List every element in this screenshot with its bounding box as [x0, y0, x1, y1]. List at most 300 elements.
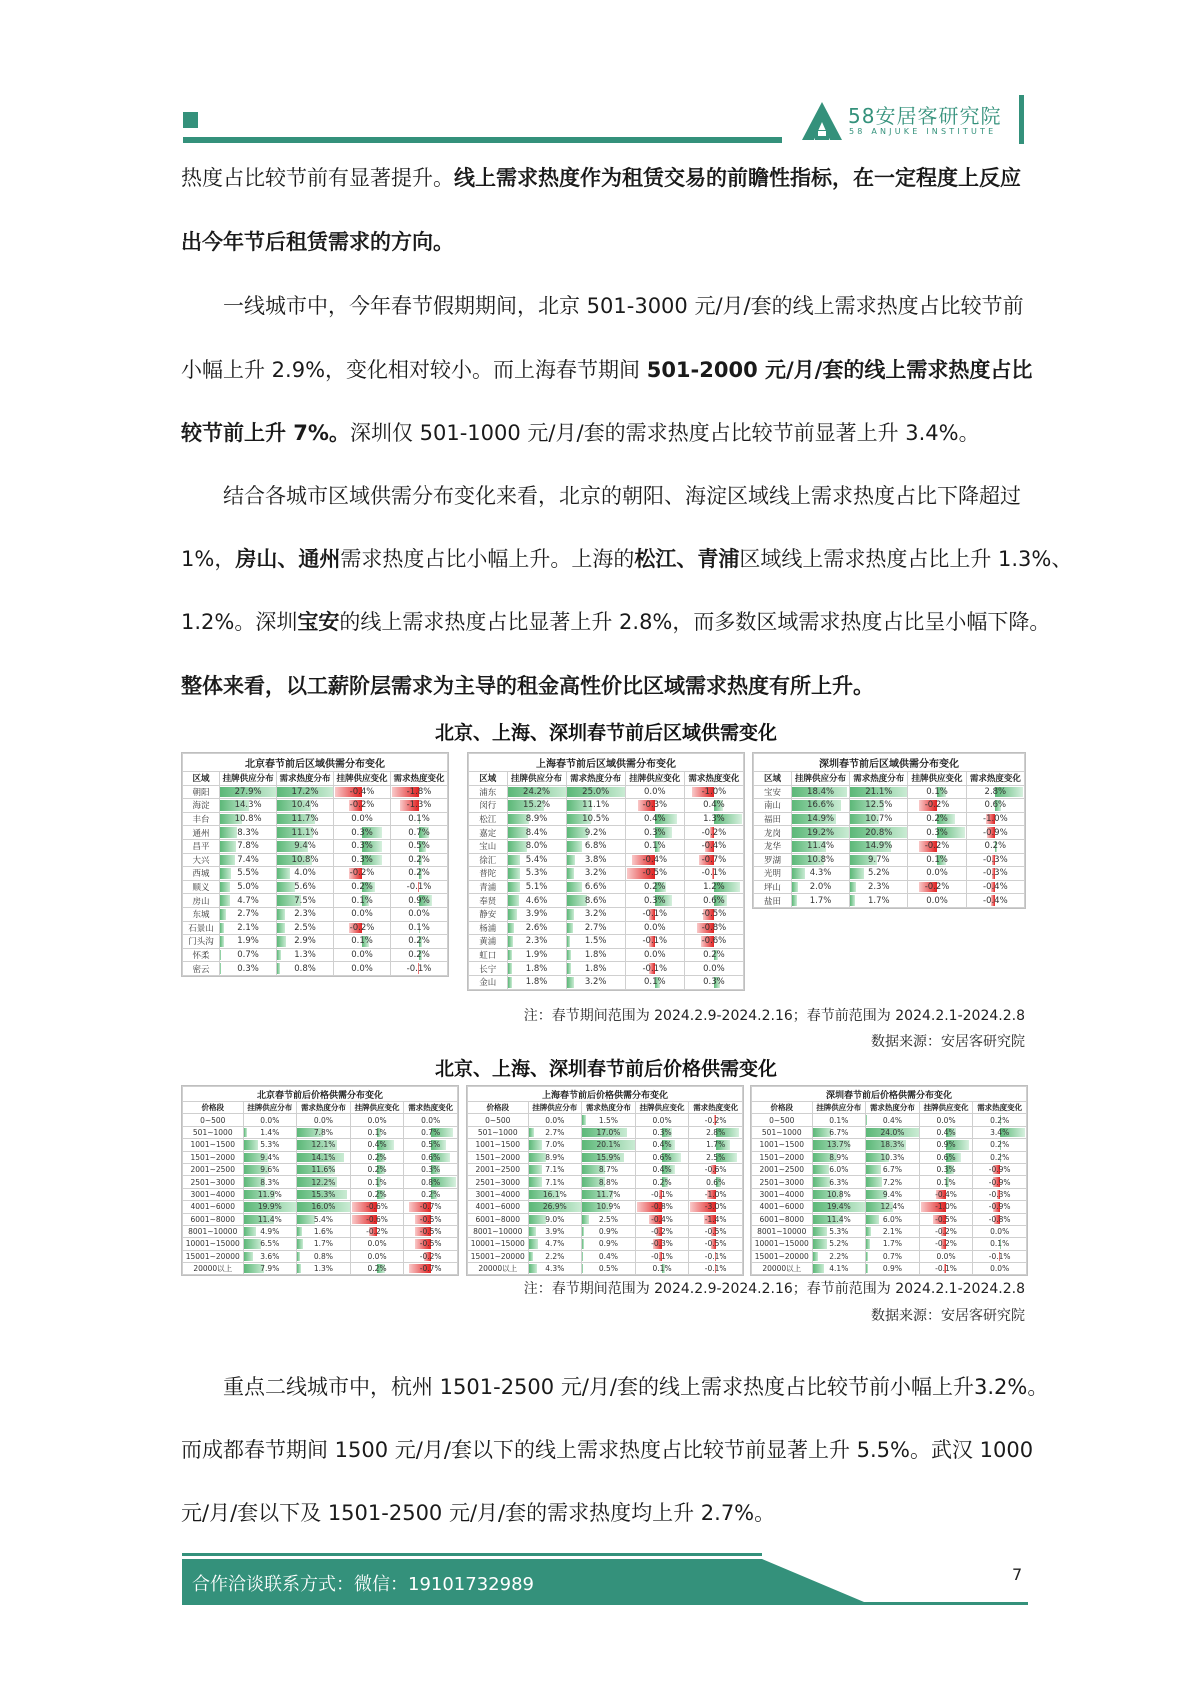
table-row [752, 1250, 1027, 1262]
cell-value: 龙华 [763, 842, 781, 853]
cell-value: 0.4% [598, 1251, 618, 1261]
cell-value: 2.5% [598, 1214, 618, 1224]
cell-value: 10.9% [596, 1202, 621, 1212]
cell-value: 2.6% [525, 922, 548, 933]
table-row [752, 1139, 1027, 1151]
cell-value: -0.4% [983, 895, 1008, 906]
cell-value: 0.9% [598, 1239, 618, 1249]
row-label [754, 826, 792, 840]
table-row [469, 880, 744, 894]
cell-value: 26.9% [542, 1202, 567, 1212]
table-cell [966, 839, 1024, 853]
row-label [183, 948, 220, 962]
table-cell [391, 826, 448, 840]
table-cell [566, 880, 625, 894]
cell-value: 1501~2000 [475, 1152, 520, 1162]
table-row [183, 785, 448, 799]
cell-value: 0.4% [652, 1140, 672, 1150]
table-cell [973, 1114, 1027, 1126]
table-cell [582, 1139, 636, 1151]
cell-value: 0.0% [644, 786, 666, 797]
cell-value: 1001~1500 [475, 1140, 520, 1150]
cell-value: 7.9% [260, 1264, 280, 1274]
cell-value: 1.4% [260, 1127, 280, 1137]
data-bar [244, 1227, 257, 1236]
table-cell [684, 948, 743, 962]
cell-value: 9.6% [260, 1165, 280, 1175]
cell-value: 2501~3000 [190, 1177, 235, 1187]
table-cell [973, 1151, 1027, 1163]
data-bar [866, 1252, 868, 1261]
cell-value: 10.8% [807, 854, 835, 865]
data-bar [792, 895, 797, 906]
cell-value: 0.9% [882, 1264, 902, 1274]
cell-value: 2.9% [294, 936, 316, 947]
cell-value: 14.3% [234, 800, 262, 811]
cell-value: 7.1% [545, 1177, 565, 1187]
table-cell [684, 921, 743, 935]
cell-value: 11.9% [257, 1189, 282, 1199]
cell-value: 3001~4000 [190, 1189, 235, 1199]
table-cell [850, 812, 908, 826]
data-bar [220, 909, 225, 920]
table-cell [635, 1139, 689, 1151]
cell-value: 0.5% [598, 1264, 618, 1274]
data-bar [529, 1264, 537, 1273]
cell-value: 1.6% [313, 1227, 333, 1237]
table-cell [220, 812, 277, 826]
table-row [754, 853, 1025, 867]
cell-value: -0.5% [419, 1227, 442, 1237]
table-cell [334, 826, 391, 840]
table-cell [350, 1126, 404, 1138]
cell-value: 5.4% [313, 1214, 333, 1224]
figure2-source: 数据来源：安居客研究院 [871, 1308, 1025, 1324]
table-cell [582, 1151, 636, 1163]
cell-value: -0.5% [419, 1214, 442, 1224]
table-cell [404, 1238, 458, 1250]
cell-value: -0.1% [704, 1251, 727, 1261]
data-bar [792, 882, 798, 893]
table-cell [220, 853, 277, 867]
row-label [468, 1263, 529, 1275]
table-cell [243, 1213, 297, 1225]
cell-value: 14.1% [311, 1152, 336, 1162]
table-cell [297, 1213, 351, 1225]
data-bar [508, 868, 521, 879]
cell-value: -0.4% [983, 882, 1008, 893]
data-bar [529, 1128, 534, 1137]
table-cell [689, 1114, 743, 1126]
data-bar [529, 1227, 537, 1236]
table-cell [812, 1188, 866, 1200]
cell-value: 0.3% [703, 977, 725, 988]
table-cell [566, 785, 625, 799]
data-bar [813, 1239, 827, 1248]
table-cell [528, 1225, 582, 1237]
cell-value: 12.5% [865, 800, 893, 811]
data-bar [567, 977, 574, 988]
column-header: 需求热度变化 [404, 1102, 458, 1114]
table-cell [689, 1188, 743, 1200]
figure1-title: 北京、上海、深圳春节前后区域供需变化 [434, 722, 777, 744]
cell-value: 8.4% [525, 827, 548, 838]
data-bar [866, 1264, 868, 1273]
table-row [754, 867, 1025, 881]
cell-value: -0.4% [349, 786, 375, 797]
cell-value: 0.2% [703, 950, 725, 961]
cell-value: -0.8% [988, 1214, 1011, 1224]
row-label [752, 1151, 813, 1163]
data-bar [277, 868, 290, 879]
row-label [468, 1114, 529, 1126]
paragraph-line [181, 1435, 1034, 1465]
data-bar [567, 923, 573, 934]
data-bar [850, 868, 864, 879]
table-cell [334, 839, 391, 853]
cell-value: 9.7% [868, 854, 890, 865]
row-label [754, 812, 792, 826]
data-bar [244, 1128, 248, 1137]
cell-value: -0.2% [935, 1239, 957, 1249]
row-label [468, 1201, 529, 1213]
cell-value: 20000以上 [762, 1264, 802, 1274]
table-cell [689, 1201, 743, 1213]
bold-text: 501-2000 元/月/套的线上需求热度占比 [646, 358, 1033, 382]
table-cell [689, 1250, 743, 1262]
table-cell [919, 1176, 973, 1188]
cell-value: 0.7% [882, 1251, 902, 1261]
table-cell [350, 1176, 404, 1188]
cell-value: 11.4% [807, 841, 835, 852]
data-bar [277, 882, 295, 893]
cell-value: 5.4% [525, 854, 548, 865]
cell-value: 黄浦 [479, 937, 497, 948]
cell-value: 0.2% [408, 854, 430, 865]
table-cell [973, 1139, 1027, 1151]
table-cell [507, 867, 566, 881]
footer-rule [182, 1553, 762, 1556]
paragraph-line [181, 544, 1073, 574]
table-cell [507, 975, 566, 989]
cell-value: 2.8% [706, 1127, 726, 1137]
row-label [469, 812, 508, 826]
cell-value: 0.0% [703, 963, 725, 974]
table-row [754, 812, 1025, 826]
table-row [752, 1151, 1027, 1163]
cell-value: 4.0% [294, 868, 316, 879]
data-bar [508, 950, 513, 961]
table-cell [919, 1263, 973, 1275]
cell-value: -0.6% [701, 936, 727, 947]
cell-value: 8001~10000 [473, 1227, 523, 1237]
cell-value: 2.7% [584, 922, 607, 933]
table-cell [908, 826, 966, 840]
table-cell [919, 1188, 973, 1200]
paragraph-line [181, 227, 1031, 257]
cell-value: 0.9% [936, 1140, 956, 1150]
data-bar [277, 936, 286, 947]
cell-value: 0.3% [351, 841, 373, 852]
bold-text: 房山、通州 [235, 547, 341, 571]
cell-value: 东城 [192, 910, 210, 921]
table-cell [866, 1250, 920, 1262]
cell-value: 0.0% [936, 1251, 956, 1261]
text: 的线上需求热度占比显著上升 2.8%，而多数区域需求热度占比呈小幅下降。 [339, 610, 1051, 634]
cell-value: 6001~8000 [190, 1214, 235, 1224]
table-cell [582, 1250, 636, 1262]
table-title: 北京春节前后价格供需分布变化 [183, 1087, 458, 1102]
row-label [752, 1163, 813, 1175]
cell-value: 0.0% [990, 1227, 1010, 1237]
cell-value: 8.9% [525, 814, 548, 825]
footer-contact: 合作洽谈联系方式：微信：19101732989 [192, 1574, 534, 1595]
table-row [754, 839, 1025, 853]
table-cell [684, 839, 743, 853]
cell-value: 0.3% [421, 1165, 441, 1175]
table-row [752, 1225, 1027, 1237]
table-cell [277, 867, 334, 881]
cell-value: 11.7% [291, 814, 319, 825]
table-cell [812, 1263, 866, 1275]
table-cell [220, 785, 277, 799]
table-row [183, 1225, 458, 1237]
table-cell [689, 1263, 743, 1275]
cell-value: 2001~2500 [475, 1165, 520, 1175]
table-cell [582, 1163, 636, 1175]
cell-value: 静安 [479, 910, 497, 921]
table-cell [919, 1139, 973, 1151]
table-cell [812, 1139, 866, 1151]
row-label [469, 894, 508, 908]
cell-value: -0.1% [642, 963, 668, 974]
cell-value: 10001~15000 [185, 1239, 240, 1249]
table-cell [689, 1139, 743, 1151]
row-label [183, 1163, 244, 1175]
table-cell [277, 948, 334, 962]
table-cell [684, 907, 743, 921]
cell-value: 15001~20000 [185, 1251, 240, 1261]
cell-value: 16.1% [542, 1189, 567, 1199]
table-cell [350, 1163, 404, 1175]
table-cell [966, 867, 1024, 881]
table-cell [566, 975, 625, 989]
table-cell [689, 1238, 743, 1250]
cell-value: 0.1% [351, 936, 373, 947]
cell-value: 宝安 [763, 787, 781, 798]
text: 深圳仅 501-1000 元/月/套的需求热度占比较节前显著上升 3.4%。 [349, 421, 980, 445]
cell-value: 8.0% [525, 841, 548, 852]
cell-value: 徐汇 [479, 855, 497, 866]
table-cell [625, 962, 684, 976]
table-cell [507, 935, 566, 949]
table-cell [277, 962, 334, 976]
row-label [468, 1250, 529, 1262]
table-row [469, 948, 744, 962]
cell-value: 石景山 [188, 923, 214, 934]
row-label [752, 1188, 813, 1200]
cell-value: 0.1% [367, 1127, 387, 1137]
cell-value: 19.9% [257, 1202, 282, 1212]
table-cell [334, 867, 391, 881]
table-cell [973, 1188, 1027, 1200]
data-bar [529, 1252, 533, 1261]
paragraph-line [181, 607, 1051, 637]
cell-value: 6001~8000 [759, 1214, 804, 1224]
data-bar [508, 923, 514, 934]
cell-value: 6.7% [829, 1127, 849, 1137]
cell-value: 10.8% [826, 1189, 851, 1199]
cell-value: 4.7% [545, 1239, 565, 1249]
row-label [183, 867, 220, 881]
cell-value: 0~500 [485, 1115, 511, 1125]
cell-value: 1.3% [313, 1264, 333, 1274]
cell-value: 8.8% [598, 1177, 618, 1187]
cell-value: -0.9% [983, 827, 1008, 838]
row-label [752, 1250, 813, 1262]
cell-value: 0.3% [936, 1165, 956, 1175]
table-cell [243, 1176, 297, 1188]
table-row [469, 867, 744, 881]
table-cell [566, 867, 625, 881]
cell-value: 24.0% [880, 1127, 905, 1137]
row-label [469, 921, 508, 935]
cell-value: -0.1% [406, 882, 432, 893]
cell-value: -0.2% [924, 800, 950, 811]
cell-value: 18.3% [880, 1140, 905, 1150]
cell-value: 1.5% [598, 1115, 618, 1125]
cell-value: -0.5% [419, 1239, 442, 1249]
data-bar [582, 1215, 589, 1224]
cell-value: 14.9% [807, 814, 835, 825]
table-row [468, 1213, 743, 1225]
table-cell [866, 1151, 920, 1163]
cell-value: 3.2% [584, 977, 607, 988]
column-header: 挂牌供应分布 [791, 772, 849, 786]
table-row [183, 1114, 458, 1126]
cell-value: 1501~2000 [190, 1152, 235, 1162]
column-header: 价格段 [752, 1102, 813, 1114]
table-cell [404, 1151, 458, 1163]
table-cell [391, 799, 448, 813]
cell-value: 0.0% [351, 814, 373, 825]
data-bar [508, 909, 517, 920]
cell-value: 15.2% [523, 800, 551, 811]
cell-value: -0.2% [349, 868, 375, 879]
data-bar [220, 841, 236, 852]
table-cell [850, 799, 908, 813]
cell-value: 1.7% [809, 895, 832, 906]
table-cell [791, 853, 849, 867]
table-cell [334, 853, 391, 867]
cell-value: 1.7% [706, 1140, 726, 1150]
cell-value: -0.1% [642, 936, 668, 947]
cell-value: 3.2% [584, 868, 607, 879]
data-bar [529, 1165, 543, 1174]
table-cell [243, 1263, 297, 1275]
table-cell [391, 839, 448, 853]
table-cell [528, 1151, 582, 1163]
cell-value: 0.2% [408, 950, 430, 961]
cell-value: 9.2% [584, 827, 607, 838]
cell-value: 1.7% [882, 1239, 902, 1249]
cell-value: 0.0% [990, 1264, 1010, 1274]
table-row [752, 1238, 1027, 1250]
row-label [183, 1263, 244, 1275]
text: 而成都春节期间 1500 元/月/套以下的线上需求热度占比较节前显著上升 5.5%。武汉 1000 [181, 1438, 1034, 1462]
cell-value: 2.5% [294, 922, 316, 933]
table-row [468, 1225, 743, 1237]
table-row [468, 1126, 743, 1138]
cell-value: 0.7% [421, 1127, 441, 1137]
row-label [469, 935, 508, 949]
paragraph-line [181, 671, 1031, 701]
table-row [469, 839, 744, 853]
table-cell [277, 785, 334, 799]
table-cell [684, 880, 743, 894]
cell-value: 0.2% [644, 882, 666, 893]
figure2-title: 北京、上海、深圳春节前后价格供需变化 [434, 1058, 777, 1080]
table-cell [350, 1250, 404, 1262]
column-header: 挂牌供应变化 [908, 772, 966, 786]
data-bar [508, 895, 519, 906]
table-cell [966, 894, 1024, 908]
cell-value: 0.3% [237, 963, 259, 974]
text: 元/月/套以下及 1501-2500 元/月/套的需求热度均上升 2.7%。 [181, 1501, 776, 1525]
table-cell [277, 935, 334, 949]
table-cell [528, 1213, 582, 1225]
table-row [183, 1263, 458, 1275]
cell-value: 16.0% [311, 1202, 336, 1212]
table-cell [277, 880, 334, 894]
table-cell [919, 1201, 973, 1213]
cell-value: 3.6% [260, 1251, 280, 1261]
table-row [183, 1151, 458, 1163]
column-header: 需求热度分布 [582, 1102, 636, 1114]
table-cell [507, 921, 566, 935]
cell-value: -0.9% [988, 1202, 1011, 1212]
table-cell [908, 785, 966, 799]
column-header: 挂牌供应分布 [243, 1102, 297, 1114]
table-cell [528, 1163, 582, 1175]
cell-value: 4001~6000 [475, 1202, 520, 1212]
table-cell [791, 799, 849, 813]
table-cell [507, 812, 566, 826]
cell-value: 8.3% [260, 1177, 280, 1187]
data-bar [277, 923, 285, 934]
cell-value: -0.2% [701, 827, 727, 838]
table-cell [866, 1114, 920, 1126]
table-cell [566, 948, 625, 962]
table-cell [689, 1225, 743, 1237]
table-cell [404, 1163, 458, 1175]
table-row [754, 880, 1025, 894]
table-cell [528, 1201, 582, 1213]
cell-value: 6.0% [882, 1214, 902, 1224]
table-cell [866, 1213, 920, 1225]
cell-value: 10.7% [865, 814, 893, 825]
page-number: 7 [1012, 1565, 1023, 1584]
cell-value: 2.3% [868, 882, 890, 893]
table-row [183, 867, 448, 881]
cell-value: 0.0% [351, 963, 373, 974]
row-label [469, 975, 508, 989]
cell-value: -0.2% [935, 1227, 957, 1237]
cell-value: 1001~1500 [190, 1140, 235, 1150]
row-label [183, 962, 220, 976]
data-bar [582, 1252, 583, 1261]
cell-value: -0.3% [983, 868, 1008, 879]
